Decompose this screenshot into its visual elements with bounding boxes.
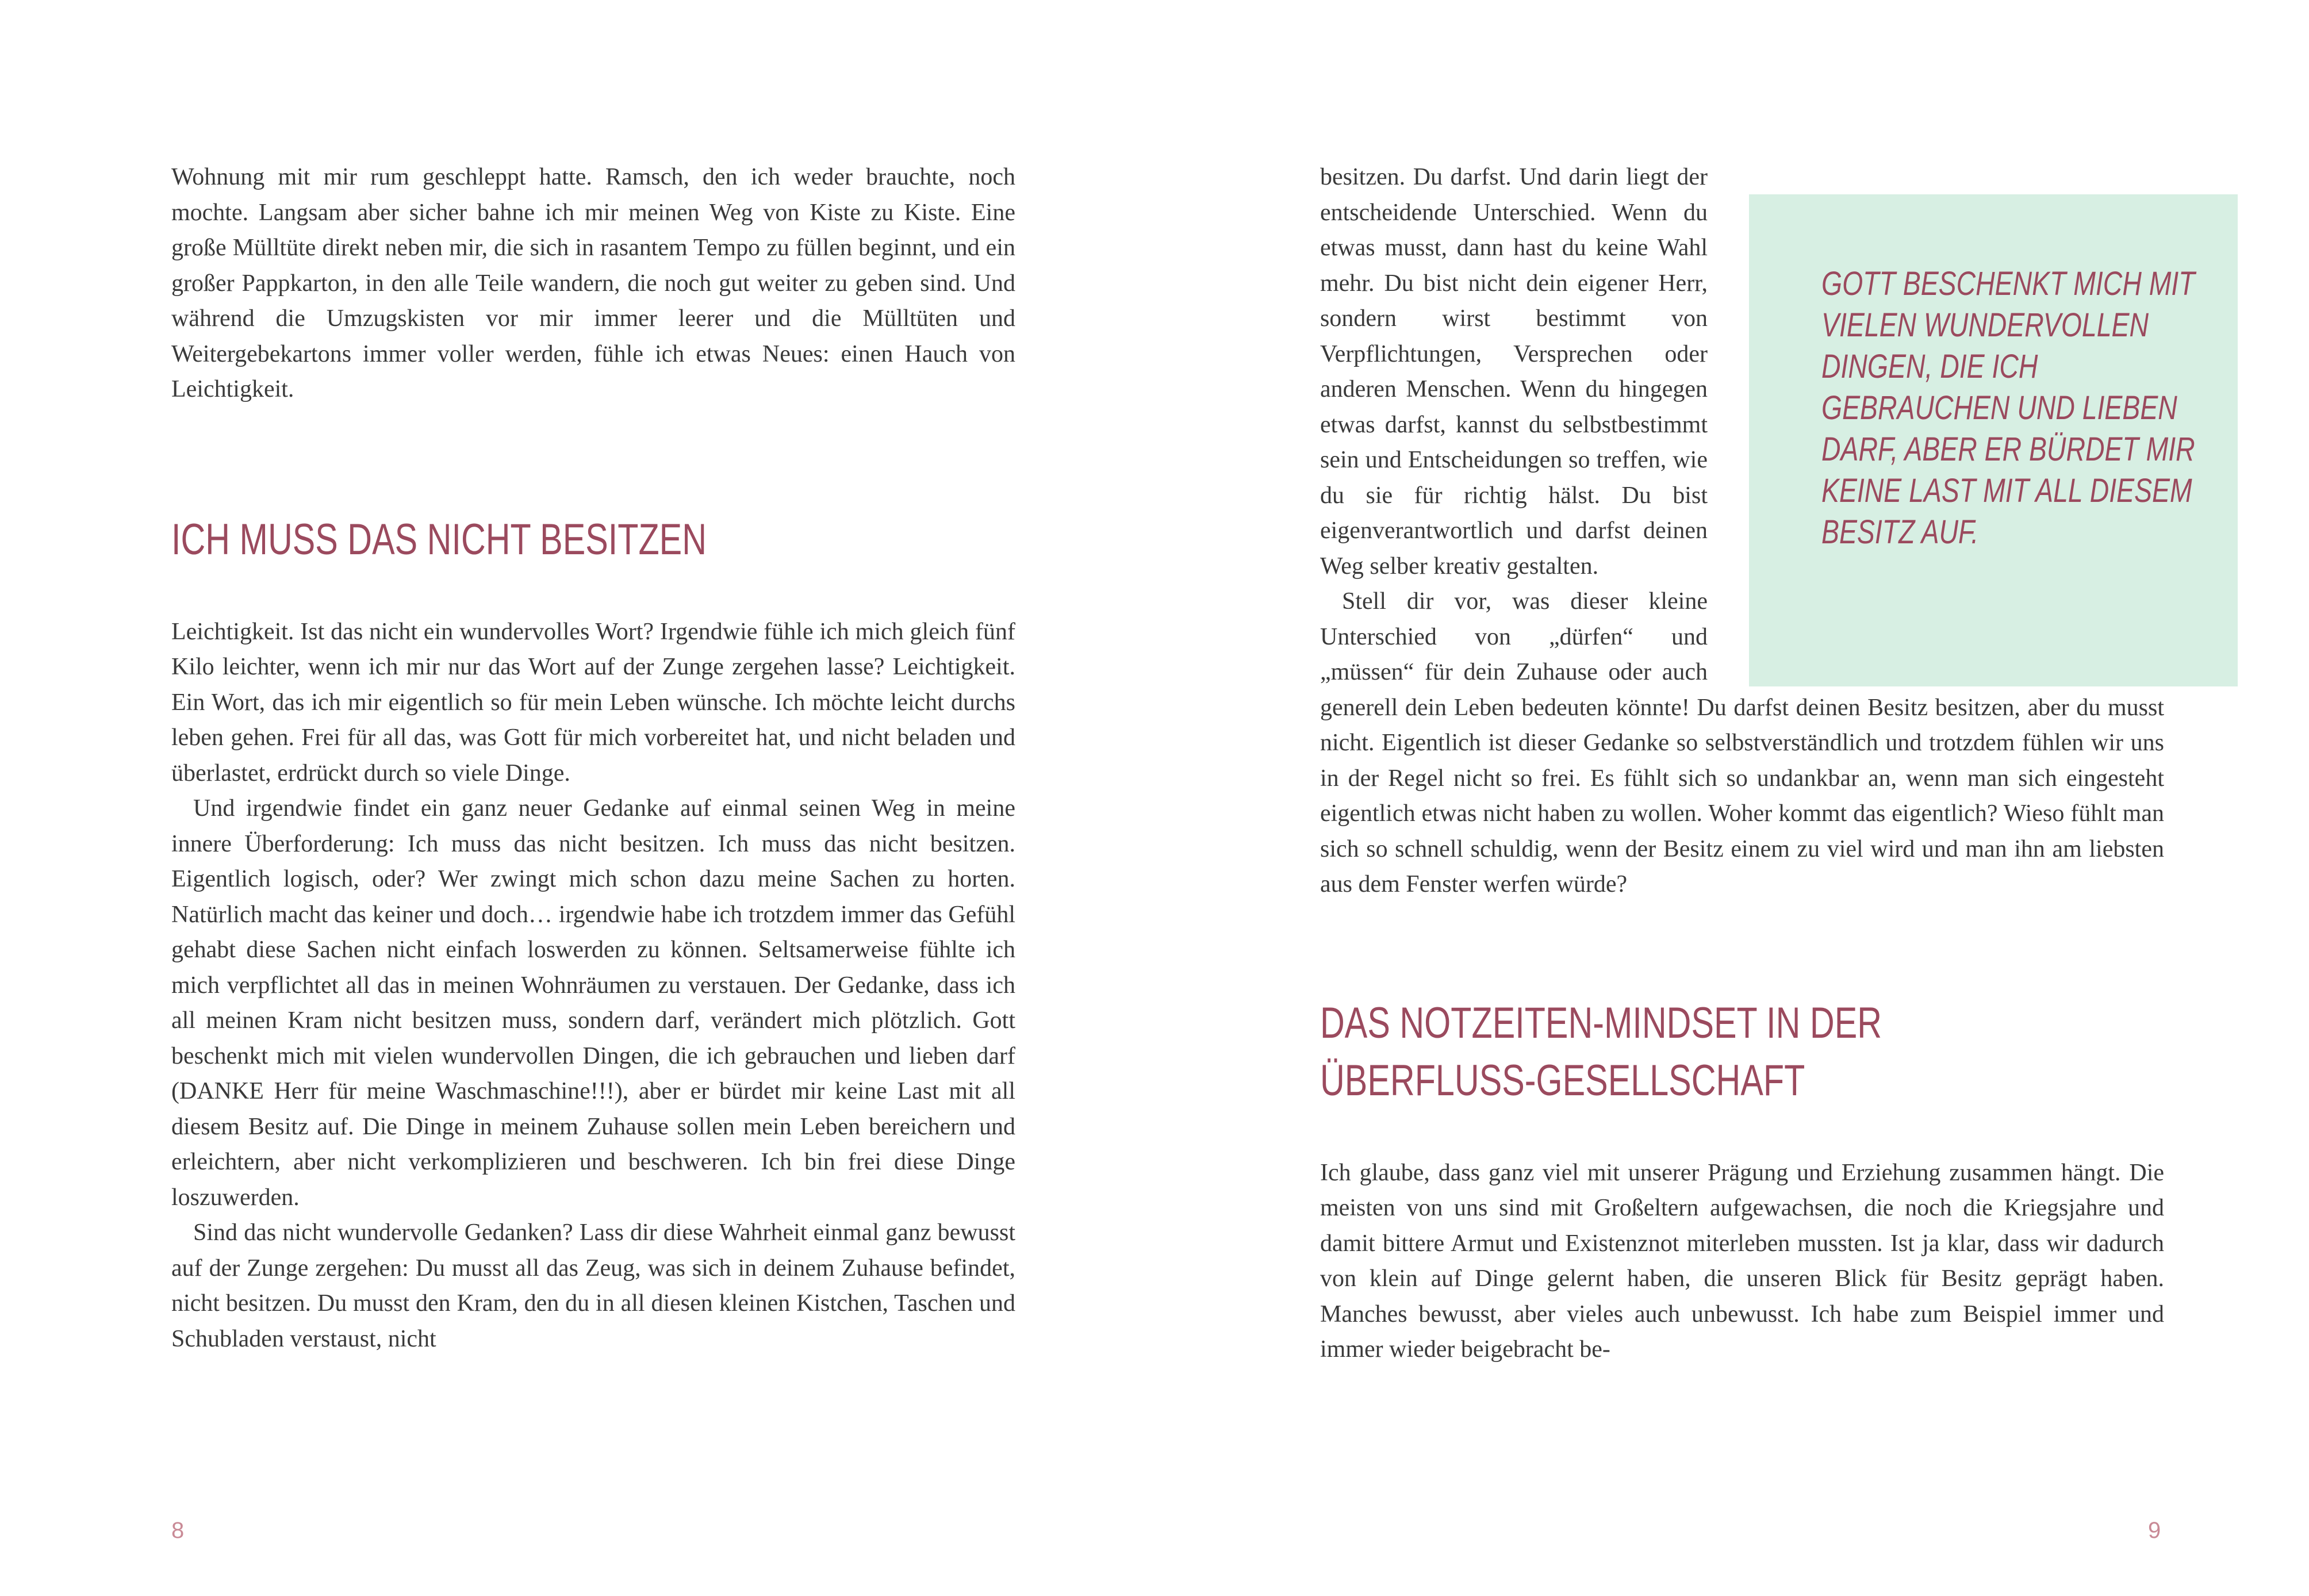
left-page (0, 0, 1154, 1596)
body-paragraph: Sind das nicht wundervolle Gedanken? Lass dir diese Wahrheit einmal ganz bewusst auf der Zunge zergehen: Du musst all das Zeug, was sich in deinem Zuhause befindet, nicht besitzen. Du musst den Kram, den du in all diesen kleinen Kistchen, Taschen und Schubladen verstaust, nicht (171, 1219, 1015, 1352)
right-text-column (1320, 160, 2195, 1368)
page-number: 8 (171, 1518, 185, 1543)
right-page (1154, 0, 2309, 1596)
section-heading (1320, 995, 1978, 1110)
body-paragraph: besitzen. Du darfst. Und darin liegt der entscheidende Unterschied. Wenn du etwas musst, dann hast du keine Wahl mehr. Du bist nicht dein eigener Herr, sondern wirst bestimmt von Verpflichtungen, Versprechen oder anderen Menschen. Wenn du hingegen etwas darfst, kannst du selbstbestimmt sein und Entscheidungen so treffen, wie du sie für richtig hälst. Du bist eigenverantwortlich und darfst deinen Weg selber kreativ gestalten. (1320, 164, 1708, 580)
section-heading: ICH MUSS DAS NICHT BESITZEN (171, 515, 707, 564)
body-paragraph: Stell dir vor, was dieser kleine Unterschied von „dürfen“ und „müssen“ für dein Zuhause oder auch generell dein Leben bedeuten könnte! Du darfst deinen Besitz besitzen, aber du musst nicht. Eigentlich ist dieser Gedanke so selbstverständlich und trotzdem fühlen wir uns in der Regel nicht so frei. Es fühlt sich so undankbar an, wenn man sich eingesteht eigentlich etwas nicht haben zu wollen. Woher kommt das eigentlich? Wieso fühlt man sich so schnell schuldig, wenn der Besitz einem zu viel wird und man ihn am liebsten aus dem Fenster werfen würde? (1320, 588, 2164, 897)
left-text-column (171, 160, 1015, 1357)
pullquote-box (1749, 194, 2238, 686)
page-number: 9 (2148, 1518, 2161, 1543)
intro-paragraph: Wohnung mit mir rum geschleppt hatte. Ramsch, den ich weder brauchte, noch mochte. Langsam aber sicher bahne ich mir meinen Weg von Kiste zu Kiste. Eine große Mülltüte direkt neben mir, die sich in rasantem Tempo zu füllen beginnt, und ein großer Pappkarton, in den alle Teile wandern, die noch gut weiter zu geben sind. Und während die Umzugskisten vor mir immer leerer und die Mülltüten und Weitergebekartons immer voller werden, fühle ich etwas Neues: einen Hauch von Leichtigkeit. (171, 164, 1015, 402)
body-paragraph: Ich glaube, dass ganz viel mit unserer Prägung und Erziehung zusammen hängt. Die meisten von uns sind mit Großeltern aufgewachsen, die noch die Kriegsjahre und damit bittere Armut und Existenznot miterleben mussten. Ist ja klar, dass wir dadurch von klein auf Dinge gelernt haben, die unseren Blick für Besitz geprägt haben. Manches bewusst, aber vieles auch unbewusst. Ich habe zum Beispiel immer und immer wieder beigebracht be- (1320, 1159, 2164, 1363)
section-heading-line: ÜBERFLUSS-GESELLSCHAFT (1320, 1056, 1805, 1105)
body-paragraph: Und irgendwie findet ein ganz neuer Gedanke auf einmal seinen Weg in meine innere Überforderung: Ich muss das nicht besitzen. Ich muss das nicht besitzen. Eigentlich logisch, oder? Wer zwingt mich schon dazu meine Sachen zu horten. Natürlich macht das keiner und doch… irgendwie habe ich trotzdem immer das Gefühl gehabt diese Sachen nicht einfach loswerden zu können. Seltsamerweise fühlte ich mich verpflichtet all das in meinen Wohnräumen zu verstauen. Der Gedanke, dass ich all meinen Kram nicht besitzen muss, sondern darf, verändert mich plötzlich. Gott beschenkt mich mit vielen wundervollen Dingen, die ich gebrauchen und lieben darf (DANKE Herr für meine Waschmaschine!!!), aber er bürdet mir keine Last mit all diesem Besitz auf. Die Dinge in meinem Zuhause sollen mein Leben bereichern und erleichtern, aber nicht verkomplizieren und beschweren. Ich bin frei diese Dinge loszuwerden. (171, 795, 1015, 1211)
pullquote-text: GOTT BESCHENKT MICH MIT VIELEN WUNDERVOLLEN DINGEN, DIE ICH GEBRAUCHEN UND LIEBEN DARF, ABER ER BÜRDET MIR KEINE LAST MIT ALL DIESEM BESITZ AUF. (1821, 265, 2195, 551)
body-paragraph: Leichtigkeit. Ist das nicht ein wundervolles Wort? Irgendwie fühle ich mich gleich fünf Kilo leichter, wenn ich mir nur das Wort auf der Zunge zergehen lasse? Leichtigkeit. Ein Wort, das ich mir eigentlich so für mein Leben wünsche. Ich möchte leicht durchs leben gehen. Frei für all das, was Gott für mich vorbereitet hat, und nicht beladen und überlastet, erdrückt durch so viele Dinge. (171, 618, 1015, 787)
section-heading-line: DAS NOTZEITEN-MINDSET IN DER (1320, 998, 1882, 1048)
